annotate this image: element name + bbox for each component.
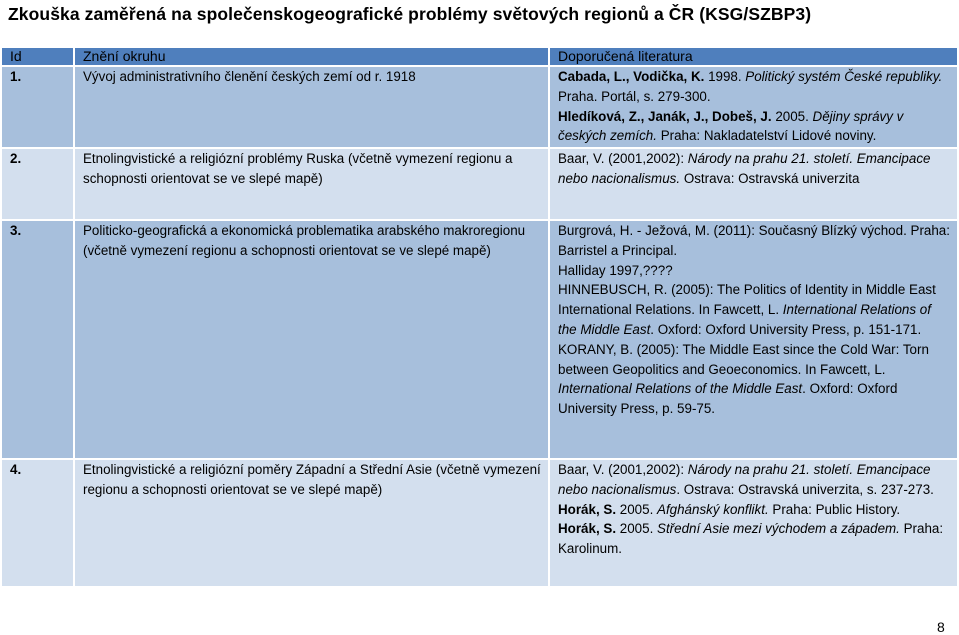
row-literature xyxy=(549,148,958,220)
row-id: 1. xyxy=(1,66,74,148)
row-topic: Vývoj administrativního členění českých zemí od r. 1918 xyxy=(74,66,549,148)
literature-entry: Hledíková, Z., Janák, J., Dobeš, J. 2005. Dějiny správy v českých zemích. Praha: Nakladatelství Lidové noviny. xyxy=(558,108,904,144)
header-literature: Doporučená literatura xyxy=(549,47,958,66)
table-row xyxy=(1,66,958,148)
literature-entry: Cabada, L., Vodička, K. 1998. Politický systém České republiky. Praha. Portál, s. 279-300. xyxy=(558,69,943,104)
row-literature xyxy=(549,66,958,148)
literature-entry: Baar, V. (2001,2002): Národy na prahu 21. století. Emancipace nebo nacionalismus. Ostrava: Ostravská univerzita xyxy=(558,151,931,186)
table-header-row xyxy=(1,47,958,66)
literature-entry: KORANY, B. (2005): The Middle East since the Cold War: Torn between Geopolitics and Geoeconomics. In Fawcett, L. International Relations of the Middle East. Oxford: Oxford University Press, p. 59-75. xyxy=(558,341,929,417)
literature-entry: Horák, S. 2005. Afghánský konflikt. Praha: Public History. xyxy=(558,501,901,517)
row-id: 2. xyxy=(1,148,74,220)
table-row xyxy=(1,148,958,220)
literature-entry: HINNEBUSCH, R. (2005): The Politics of Identity in Middle East International Relations. In Fawcett, L. International Relations of the Middle East. Oxford: Oxford University Press, p. 151-171. xyxy=(558,282,936,337)
row-id: 4. xyxy=(1,459,74,587)
literature-entry: Halliday 1997,???? xyxy=(558,262,673,278)
page-title: Zkouška zaměřená na společenskogeografické problémy světových regionů a ČR (KSG/SZBP3) xyxy=(8,4,812,24)
header-topic: Znění okruhu xyxy=(74,47,549,66)
literature-entry: Baar, V. (2001,2002): Národy na prahu 21. století. Emancipace nebo nacionalismus. Ostrava: Ostravská univerzita, s. 237-273. xyxy=(558,462,934,497)
table-row xyxy=(1,220,958,459)
literature-entry: Horák, S. 2005. Střední Asie mezi východem a západem. Praha: Karolinum. xyxy=(558,521,944,557)
row-topic: Etnolingvistické a religiózní problémy Ruska (včetně vymezení regionu a schopnosti orientovat se ve slepé mapě) xyxy=(74,148,549,220)
table-row xyxy=(1,459,958,587)
row-literature xyxy=(549,459,958,587)
row-id: 3. xyxy=(1,220,74,459)
row-topic: Etnolingvistické a religiózní poměry Západní a Střední Asie (včetně vymezení regionu a schopnosti orientovat se ve slepé mapě) xyxy=(74,459,549,587)
row-topic: Politicko-geografická a ekonomická problematika arabského makroregionu (včetně vymezení regionu a schopnosti orientovat se ve slepé mapě) xyxy=(74,220,549,459)
literature-entry: Burgrová, H. - Ježová, M. (2011): Současný Blízký východ. Praha: Barristel a Principal. xyxy=(558,223,950,258)
topics-table xyxy=(0,46,959,588)
header-id: Id xyxy=(1,47,74,66)
row-literature xyxy=(549,220,958,459)
page-number: 8 xyxy=(937,619,945,635)
